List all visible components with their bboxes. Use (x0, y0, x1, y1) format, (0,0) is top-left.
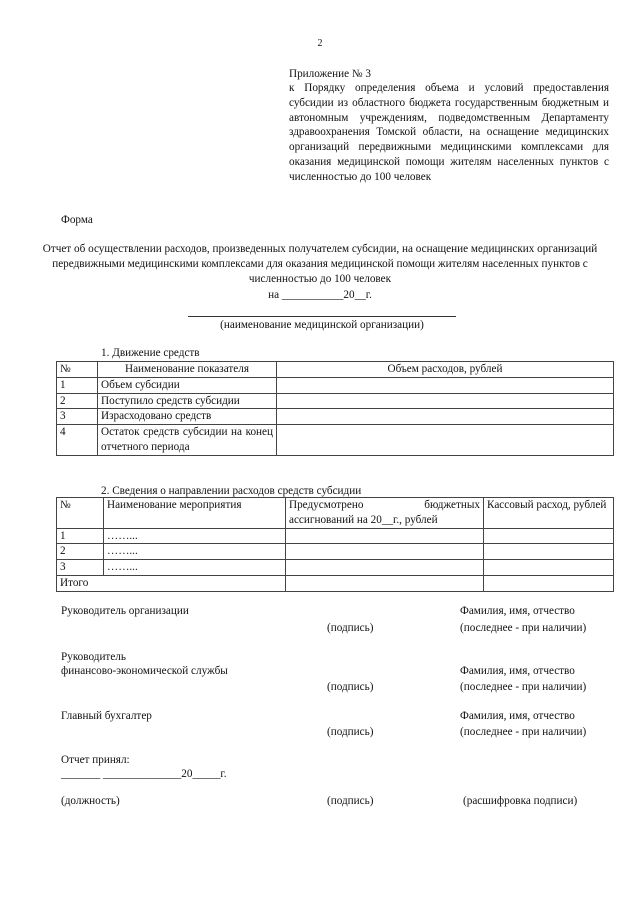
org-name-caption: (наименование медицинской организации) (220, 319, 424, 331)
row-num: 2 (57, 393, 98, 409)
table-row (57, 560, 614, 576)
header-num: № (57, 498, 104, 529)
total-cash-cell (484, 575, 614, 591)
row-num: 2 (57, 544, 104, 560)
table-row (57, 425, 614, 456)
header-planned: Предусмотрено бюджетных ассигнований на 20__г., рублей (286, 498, 484, 529)
report-period: на ___________20__г. (268, 289, 372, 301)
row-cash-cell (484, 560, 614, 576)
accountant-name-note: (последнее - при наличии) (460, 726, 587, 738)
finance-name: Фамилия, имя, отчество (460, 665, 575, 677)
accountant-sign-caption: (подпись) (327, 726, 374, 738)
accepted-sign-caption: (подпись) (327, 795, 374, 807)
table-row (57, 393, 614, 409)
header-activity: Наименование мероприятия (104, 498, 286, 529)
head-label: Руководитель организации (61, 605, 189, 617)
accepted-decoding-caption: (расшифровка подписи) (463, 795, 578, 807)
row-name: Поступило средств субсидии (98, 393, 277, 409)
finance-label-line1: Руководитель (61, 651, 126, 663)
row-cash-cell (484, 544, 614, 560)
table-total-row (57, 575, 614, 591)
head-sign-caption: (подпись) (327, 622, 374, 634)
total-label: Итого (57, 575, 286, 591)
row-name: ……... (104, 528, 286, 544)
header-indicator: Наименование показателя (98, 362, 277, 378)
form-label: Форма (61, 214, 93, 226)
row-num: 1 (57, 528, 104, 544)
accepted-position-caption: (должность) (61, 795, 120, 807)
finance-label-line2: финансово-экономической службы (61, 665, 228, 677)
row-name: ……... (104, 544, 286, 560)
page-number: 2 (317, 38, 323, 49)
appendix-body: к Порядку определения объема и условий предоставления субсидии из областного бюджета государственным бюджетным и автономным учреждениям, подведомственным Департаменту здравоохранения Томской области, на оснащение медицинских организаций передвижными медицинскими комплексами для оказания медицинской помощи жителям населенных пунктов с численностью до 100 человек (289, 82, 609, 183)
org-name-line (188, 316, 456, 317)
row-num: 1 (57, 377, 98, 393)
row-amount-cell (277, 377, 614, 393)
finance-name-note: (последнее - при наличии) (460, 681, 587, 693)
total-planned-cell (286, 575, 484, 591)
row-planned-cell (286, 528, 484, 544)
expense-movement-table (56, 361, 614, 456)
header-amount: Объем расходов, рублей (277, 362, 614, 378)
row-cash-cell (484, 528, 614, 544)
accepted-date-line: _______ ______________20_____г. (61, 768, 227, 780)
row-num: 4 (57, 425, 98, 456)
section1-title: 1. Движение средств (101, 347, 200, 359)
row-name: Остаток средств субсидии на конец отчетного периода (98, 425, 277, 456)
table-row (57, 544, 614, 560)
row-amount-cell (277, 393, 614, 409)
table-row (57, 377, 614, 393)
finance-sign-caption: (подпись) (327, 681, 374, 693)
accountant-name: Фамилия, имя, отчество (460, 710, 575, 722)
head-name: Фамилия, имя, отчество (460, 605, 575, 617)
accepted-label: Отчет принял: (61, 754, 130, 766)
row-planned-cell (286, 560, 484, 576)
expense-direction-table (56, 497, 614, 592)
report-title: Отчет об осуществлении расходов, произведенных получателем субсидии, на оснащение медицинских организаций передвижными медицинскими комплексами для оказания медицинской помощи жителям населенных пунктов с численностью до 100 человек (42, 243, 598, 285)
header-num: № (57, 362, 98, 378)
table-row (57, 409, 614, 425)
appendix-title: Приложение № 3 (289, 68, 371, 80)
row-num: 3 (57, 409, 98, 425)
table-header-row (57, 362, 614, 378)
row-num: 3 (57, 560, 104, 576)
section2-title: 2. Сведения о направлении расходов средств субсидии (101, 485, 362, 497)
row-name: Объем субсидии (98, 377, 277, 393)
row-amount-cell (277, 409, 614, 425)
row-name: ……... (104, 560, 286, 576)
accountant-label: Главный бухгалтер (61, 710, 152, 722)
head-name-note: (последнее - при наличии) (460, 622, 587, 634)
row-amount-cell (277, 425, 614, 456)
table-row (57, 528, 614, 544)
header-cash-expense: Кассовый расход, рублей (484, 498, 614, 529)
row-name: Израсходовано средств (98, 409, 277, 425)
table-header-row (57, 498, 614, 529)
row-planned-cell (286, 544, 484, 560)
